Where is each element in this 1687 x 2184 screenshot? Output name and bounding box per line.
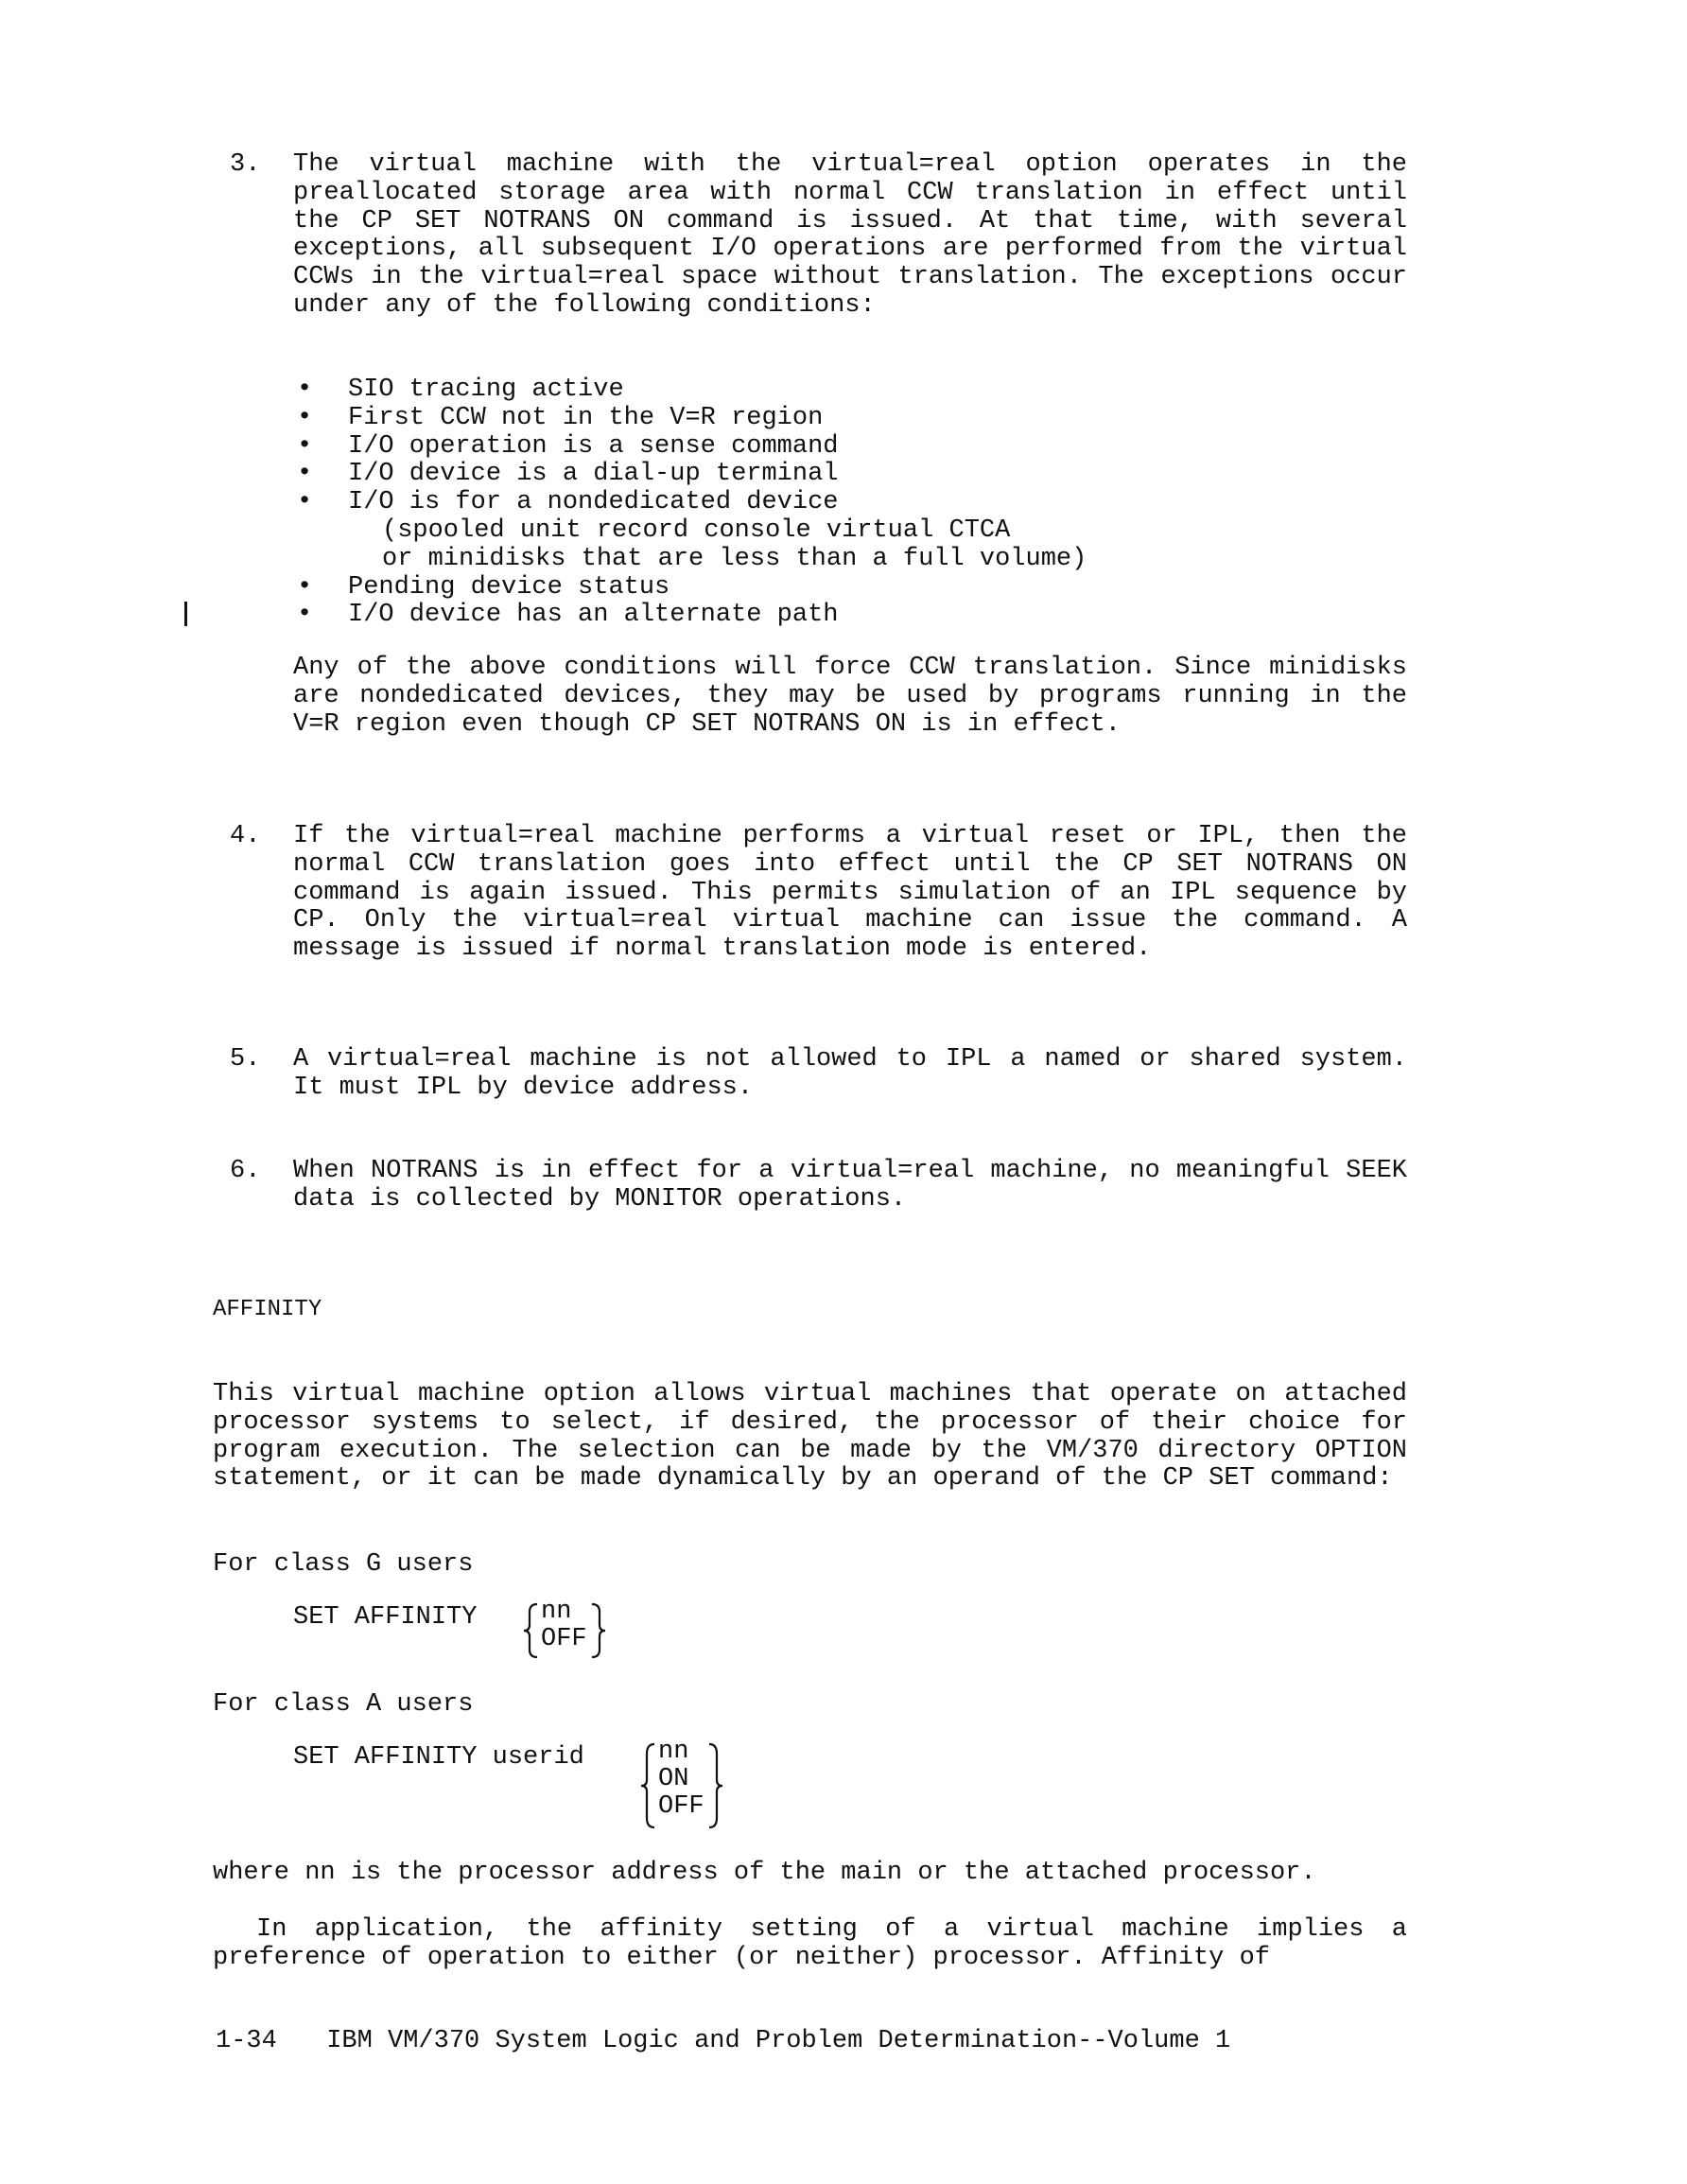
item-4-number: 4. bbox=[230, 822, 261, 850]
class-a-label: For class A users bbox=[213, 1690, 474, 1719]
list-item-continuation: or minidisks that are less than a full volume) bbox=[382, 544, 1087, 573]
class-a-command: SET AFFINITY userid bbox=[293, 1743, 584, 1772]
right-brace-icon bbox=[705, 1742, 724, 1829]
class-g-command: SET AFFINITY bbox=[293, 1603, 478, 1632]
list-item: • Pending device status bbox=[297, 572, 670, 602]
item-5-number: 5. bbox=[230, 1045, 261, 1074]
class-a-option: nn bbox=[658, 1738, 689, 1766]
list-item: • First CCW not in the V=R region bbox=[297, 403, 824, 432]
footer-title: IBM VM/370 System Logic and Problem Determination--Volume 1 bbox=[326, 2027, 1231, 2055]
list-item-continuation: (spooled unit record console virtual CTCA bbox=[382, 515, 1011, 545]
class-a-option: OFF bbox=[658, 1792, 704, 1821]
list-item: • I/O is for a nondedicated device bbox=[297, 488, 839, 517]
section-heading: AFFINITY bbox=[213, 1297, 322, 1322]
page-footer bbox=[216, 2028, 1230, 2056]
where-text: where nn is the processor address of the main or the attached processor. bbox=[213, 1859, 1316, 1887]
right-brace-icon bbox=[588, 1602, 607, 1659]
class-g-label: For class G users bbox=[213, 1550, 474, 1579]
revision-bar bbox=[184, 602, 187, 626]
condition-list bbox=[297, 376, 1337, 630]
item-6-text: When NOTRANS is in effect for a virtual=real machine, no meaningful SEEK data is collected by MONITOR operations. bbox=[293, 1157, 1407, 1214]
left-brace-icon bbox=[639, 1742, 658, 1829]
class-g-option: nn bbox=[541, 1598, 572, 1626]
list-item: • I/O device is a dial-up terminal bbox=[297, 460, 839, 489]
class-g-option: OFF bbox=[541, 1625, 587, 1653]
item-3-after-text: Any of the above conditions will force CCW translation. Since minidisks are nondedicated devices, they may be used by programs running in the V=R region even though CP SET NOTRANS ON is in effect. bbox=[293, 654, 1407, 739]
left-brace-icon bbox=[522, 1602, 541, 1659]
class-a-option: ON bbox=[658, 1765, 689, 1793]
item-5-text: A virtual=real machine is not allowed to IPL a named or shared system. It must IPL by device address. bbox=[293, 1045, 1407, 1102]
list-item: • SIO tracing active bbox=[297, 376, 624, 404]
item-6-number: 6. bbox=[230, 1157, 261, 1185]
item-3-number: 3. bbox=[230, 150, 261, 179]
list-item: • I/O device has an alternate path bbox=[297, 601, 839, 630]
list-item: • I/O operation is a sense command bbox=[297, 431, 839, 461]
affinity-intro: This virtual machine option allows virtual machines that operate on attached processor systems to select, if desired, the processor of their choice for program execution. The selection can be made by the VM/370 directory OPTION statement, or it can be made dynamically by an operand of the CP SET command: bbox=[213, 1380, 1407, 1494]
item-4-text: If the virtual=real machine performs a virtual reset or IPL, then the normal CCW translation goes into effect until the CP SET NOTRANS ON command is again issued. This permits simulation of an IPL sequence by CP. Only the virtual=real virtual machine can issue the command. A message is issued if normal translation mode is entered. bbox=[293, 822, 1407, 964]
application-text: In application, the affinity setting of a virtual machine implies a preference of operation to either (or neither) processor. Affinity of bbox=[213, 1915, 1407, 1972]
page-number: 1-34 bbox=[216, 2027, 277, 2055]
item-3-text: The virtual machine with the virtual=real option operates in the preallocated storage area with normal CCW translation in effect until the CP SET NOTRANS ON command is issued. At that time, with several exceptions, all subsequent I/O operations are performed from the virtual CCWs in the virtual=real space without translation. The exceptions occur under any of the following conditions: bbox=[293, 150, 1407, 320]
